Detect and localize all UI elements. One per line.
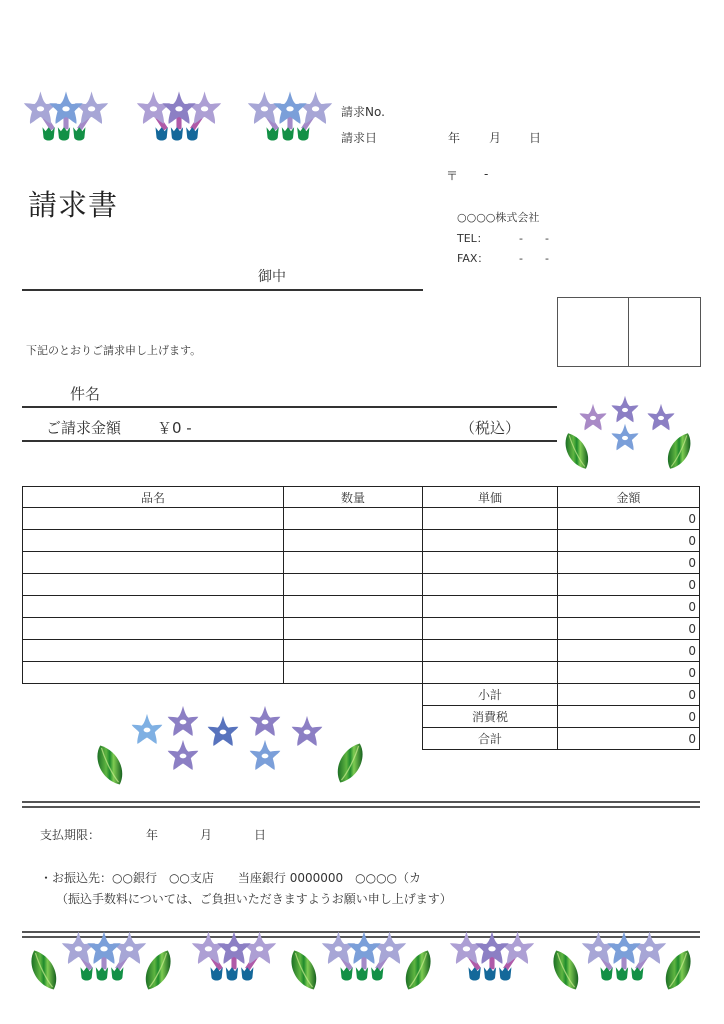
item-name-cell[interactable] — [23, 640, 284, 662]
item-name-cell[interactable] — [23, 662, 284, 684]
item-amount-cell: 0 — [558, 530, 700, 552]
item-amount-cell: 0 — [558, 552, 700, 574]
subject-label: 件名 — [70, 385, 101, 403]
transfer-fee-note: （振込手数料については、ご負担いただきますようお願い申し上げます） — [56, 892, 452, 906]
header-quantity: 数量 — [284, 487, 423, 508]
amount-underline — [22, 440, 557, 442]
item-name-cell[interactable] — [23, 530, 284, 552]
item-unit-cell[interactable] — [423, 508, 558, 530]
item-qty-cell[interactable] — [284, 508, 423, 530]
subtotal-value: 0 — [558, 684, 700, 706]
tel-label: TEL： — [457, 232, 488, 245]
recipient-suffix: 御中 — [258, 269, 286, 285]
header-item-name: 品名 — [23, 487, 284, 508]
item-name-cell[interactable] — [23, 508, 284, 530]
table-row — [23, 640, 700, 662]
tel-value: - - — [519, 232, 549, 245]
item-amount-cell: 0 — [558, 508, 700, 530]
bellflower-bouquet-icon — [244, 88, 336, 146]
item-unit-cell[interactable] — [423, 574, 558, 596]
item-unit-cell[interactable] — [423, 530, 558, 552]
item-name-cell[interactable] — [23, 574, 284, 596]
star-flower-cluster-icon — [560, 393, 700, 473]
table-row — [23, 574, 700, 596]
invoice-date-year: 年 — [448, 131, 461, 145]
recipient-underline — [22, 289, 423, 291]
item-amount-cell: 0 — [558, 618, 700, 640]
invoice-number-label: 請求No. — [341, 105, 385, 119]
item-qty-cell[interactable] — [284, 574, 423, 596]
item-name-cell[interactable] — [23, 596, 284, 618]
section-divider — [22, 801, 700, 808]
item-qty-cell[interactable] — [284, 640, 423, 662]
fax-value: - - — [519, 252, 549, 265]
stamp-cell-left — [558, 298, 629, 366]
bellflower-bouquet-icon — [133, 88, 225, 146]
payment-deadline-day: 日 — [254, 828, 267, 842]
item-unit-cell[interactable] — [423, 552, 558, 574]
item-qty-cell[interactable] — [284, 552, 423, 574]
item-name-cell[interactable] — [23, 552, 284, 574]
item-qty-cell[interactable] — [284, 662, 423, 684]
bellflower-border-icon — [26, 928, 706, 992]
item-qty-cell[interactable] — [284, 618, 423, 640]
tax-value: 0 — [558, 706, 700, 728]
item-unit-cell[interactable] — [423, 662, 558, 684]
item-amount-cell: 0 — [558, 596, 700, 618]
bellflower-bouquet-icon — [20, 88, 112, 146]
table-row — [23, 618, 700, 640]
item-unit-cell[interactable] — [423, 640, 558, 662]
payment-deadline-year: 年 — [146, 828, 159, 842]
amount-label: ご請求金額 — [46, 419, 122, 437]
table-row — [23, 552, 700, 574]
postal-mark: 〒 — [446, 169, 459, 183]
payment-deadline-label: 支払期限： — [40, 828, 101, 842]
table-row — [23, 662, 700, 684]
intro-text: 下記のとおりご請求申し上げます。 — [26, 344, 202, 357]
bank-transfer-info: ・お振込先：○○銀行 ○○支店 当座銀行 0000000 ○○○○（カ — [40, 871, 422, 885]
invoice-date-label: 請求日 — [341, 131, 378, 145]
item-amount-cell: 0 — [558, 662, 700, 684]
subtotal-label: 小計 — [423, 684, 558, 706]
company-name: ○○○○株式会社 — [457, 211, 540, 224]
table-row — [23, 530, 700, 552]
total-value: 0 — [558, 728, 700, 750]
total-label: 合計 — [423, 728, 558, 750]
table-row — [23, 508, 700, 530]
item-qty-cell[interactable] — [284, 530, 423, 552]
stamp-cell-right — [629, 298, 699, 366]
postal-code: - — [484, 167, 489, 181]
star-flower-cluster-icon — [92, 703, 372, 789]
table-row — [23, 596, 700, 618]
tax-note: （税込） — [460, 419, 521, 437]
item-unit-cell[interactable] — [423, 618, 558, 640]
table-header-row — [23, 487, 700, 508]
header-unit-price: 単価 — [423, 487, 558, 508]
page-title: 請求書 — [28, 188, 119, 222]
subject-underline — [22, 406, 557, 408]
amount-value: ￥0 - — [157, 419, 192, 437]
item-qty-cell[interactable] — [284, 596, 423, 618]
item-amount-cell: 0 — [558, 640, 700, 662]
tax-label: 消費税 — [423, 706, 558, 728]
header-amount: 金額 — [558, 487, 700, 508]
stamp-box — [557, 297, 701, 367]
item-name-cell[interactable] — [23, 618, 284, 640]
invoice-date-month: 月 — [489, 131, 502, 145]
invoice-date-day: 日 — [529, 131, 542, 145]
item-amount-cell: 0 — [558, 574, 700, 596]
payment-deadline-month: 月 — [200, 828, 213, 842]
item-unit-cell[interactable] — [423, 596, 558, 618]
fax-label: FAX： — [457, 252, 489, 265]
